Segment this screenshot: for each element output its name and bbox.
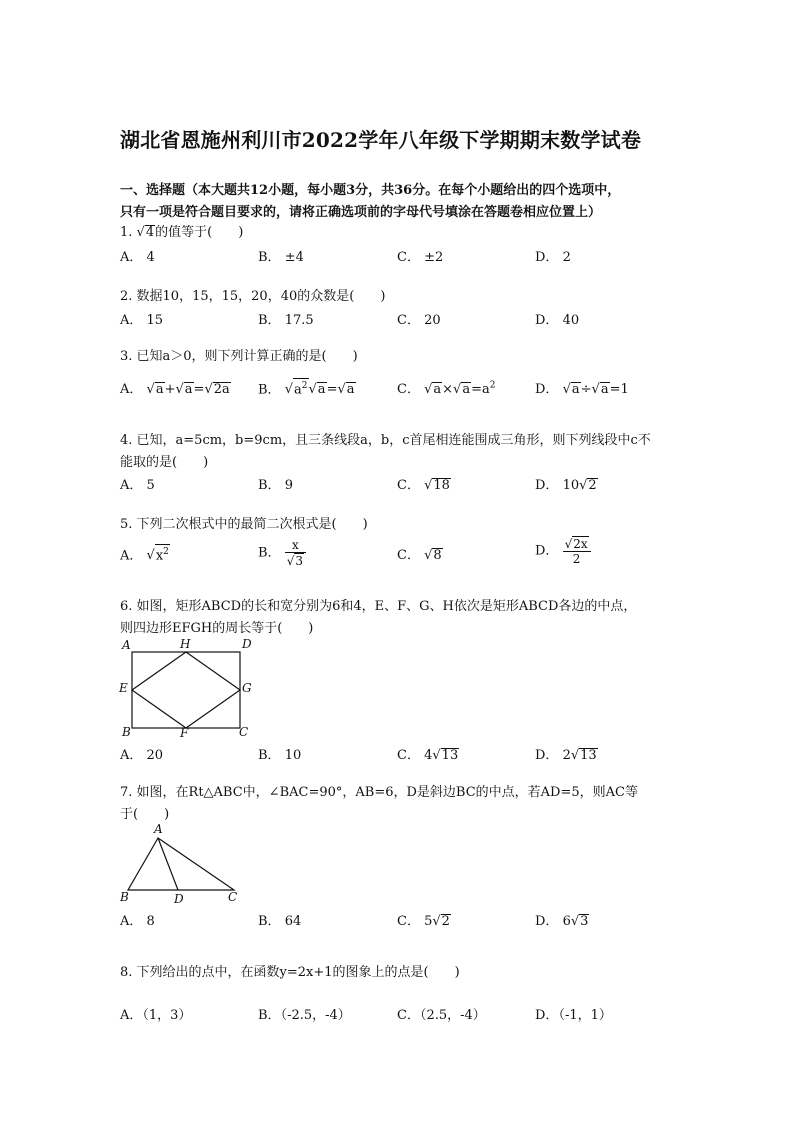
q1-stem-text: 的值等于( ) — [155, 225, 244, 240]
question-8-stem: 8. 下列给出的点中，在函数y=2x+1的图象上的点是( ) — [120, 965, 460, 980]
question-3-stem: 3. 已知a＞0，则下列计算正确的是( ) — [120, 349, 358, 364]
q1-option-c: C． ±2 — [397, 250, 444, 265]
q1-option-a: A． 4 — [120, 250, 155, 265]
q6-option-a: A． 20 — [120, 748, 164, 763]
q4-option-a: A． 5 — [120, 478, 155, 493]
q3-option-d: D． √a÷√a=1 — [535, 382, 629, 397]
q4-option-d: D． 10√2 — [535, 478, 597, 493]
q5-option-a: A． $√x^2$ — [120, 544, 170, 563]
q1-radicand: 4 — [145, 225, 155, 240]
q7-figure — [118, 822, 248, 908]
q7-stem-line2: 于( ) — [120, 807, 170, 822]
page-title: 湖北省恩施州利川市2022学年八年级下学期期末数学试卷 — [120, 128, 642, 152]
q6-figure — [118, 636, 258, 742]
q3-option-c: C． $√a\times√a=a^2$ — [397, 380, 496, 397]
q7-option-a: A． 8 — [120, 914, 155, 929]
q8-option-b: B．（-2.5，-4） — [258, 1008, 351, 1023]
q4-stem-line2: 能取的是( ) — [120, 455, 209, 470]
q6-option-b: B． 10 — [258, 748, 302, 763]
q8-option-d: D．（-1，1） — [535, 1008, 612, 1023]
q2-option-a: A． 15 — [120, 313, 164, 328]
q6-label-b: B — [122, 725, 131, 739]
question-6-stem — [120, 596, 680, 640]
question-1-stem: 1. √4的值等于( ) — [120, 225, 244, 240]
q7-label-d: D — [174, 892, 184, 906]
q7-stem-line1: 7. 如图，在Rt△ABC中，∠BAC=90°，AB=6，D是斜边BC的中点，若AD=5，则AC等 — [120, 785, 638, 800]
q1-number: 1. — [120, 225, 137, 240]
q6-option-c: C． 4√13 — [397, 748, 459, 763]
q2-option-d: D． 40 — [535, 313, 580, 328]
q6-label-f: F — [180, 726, 189, 740]
section-heading — [120, 180, 680, 224]
q4-option-c: C． √18 — [397, 478, 450, 493]
q6-option-d: D． 2√13 — [535, 748, 597, 763]
q7-option-b: B． 64 — [258, 914, 302, 929]
question-7-stem — [120, 782, 680, 826]
section-heading-line2: 只有一项是符合题目要求的，请将正确选项前的字母代号填涂在答题卷相应位置上） — [120, 205, 602, 220]
q5-option-c: C． √8 — [397, 548, 442, 563]
q7-label-b: B — [120, 890, 129, 904]
q2-option-c: C． 20 — [397, 313, 441, 328]
q7-label-c: C — [228, 890, 238, 904]
q2-option-b: B． 17.5 — [258, 313, 314, 328]
q7-label-a: A — [154, 822, 163, 836]
q6-label-g: G — [242, 681, 252, 695]
q6-label-d: D — [242, 637, 252, 651]
q7-option-d: D． 6√3 — [535, 914, 589, 929]
q8-option-c: C．（2.5，-4） — [397, 1008, 486, 1023]
q6-label-e: E — [119, 681, 128, 695]
q5-option-d: D． $\frac{√2x}{2}$ — [535, 536, 591, 566]
q8-option-a: A．（1，3） — [120, 1008, 192, 1023]
q4-stem-line1: 4. 已知，a=5cm，b=9cm，且三条线段a，b，c首尾相连能围成三角形，则下列线段中c不 — [120, 433, 651, 448]
q6-label-c: C — [239, 725, 249, 739]
q4-option-b: B． 9 — [258, 478, 293, 493]
q3-option-a: A． √a+√a=√2a — [120, 382, 230, 397]
section-heading-line1: 一、选择题（本大题共12小题，每小题3分，共36分。在每个小题给出的四个选项中， — [120, 183, 621, 198]
q6-stem-line1: 6. 如图，矩形ABCD的长和宽分别为6和4，E、F、G、H依次是矩形ABCD各边的中点， — [120, 599, 637, 614]
q7-option-c: C． 5√2 — [397, 914, 450, 929]
q3-option-b: B． $√a^2√a=√a$ — [258, 378, 356, 397]
question-5-stem: 5. 下列二次根式中的最简二次根式是( ) — [120, 517, 368, 532]
q6-label-a: A — [122, 638, 131, 652]
question-2-stem: 2. 数据10，15，15，20，40的众数是( ) — [120, 289, 386, 304]
q1-option-d: D． 2 — [535, 250, 571, 265]
question-4-stem — [120, 430, 680, 474]
q6-stem-line2: 则四边形EFGH的周长等于( ) — [120, 621, 314, 636]
q1-option-b: B． ±4 — [258, 250, 304, 265]
q6-label-h: H — [180, 637, 191, 651]
q5-option-b: B． $\frac{x}{√3}$ — [258, 538, 306, 568]
